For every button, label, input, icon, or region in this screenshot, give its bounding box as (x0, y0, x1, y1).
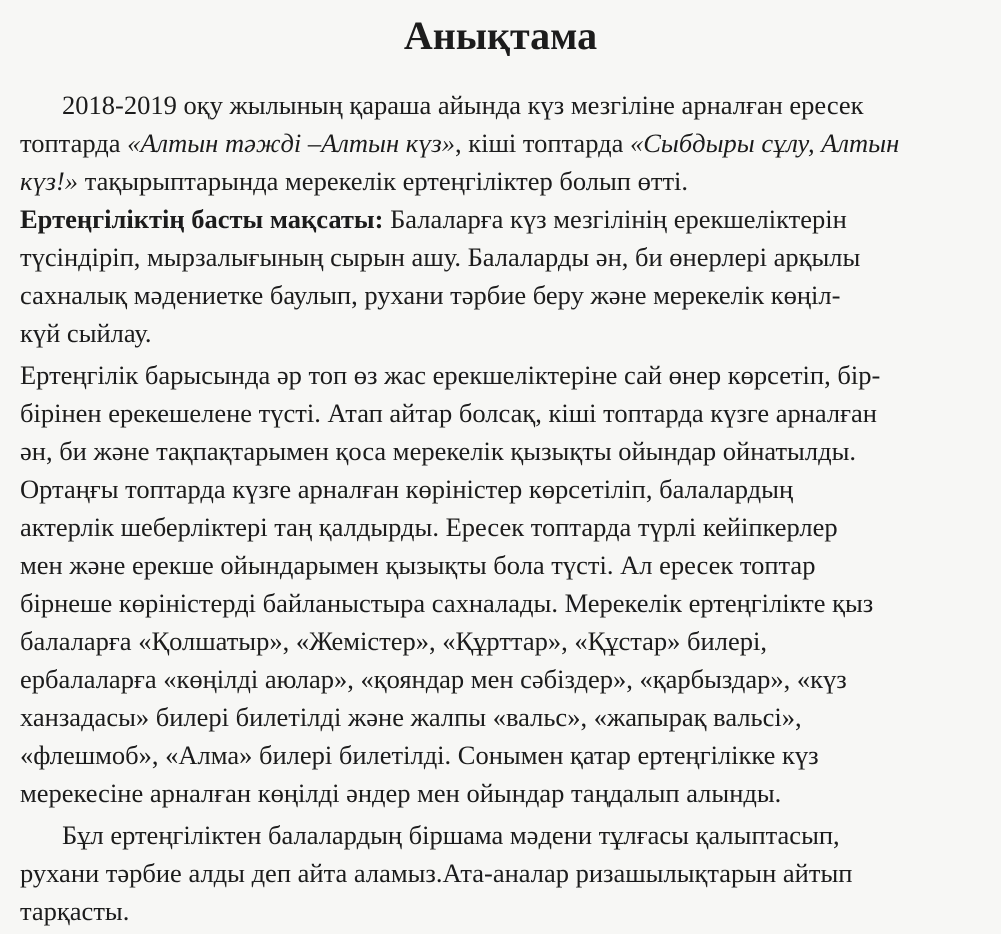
paragraph-1-line-2 (20, 124, 899, 162)
paragraph-2-line-2: түсіндіріп, мырзалығының сырын ашу. Балаларды ән, би өнерлері арқылы (20, 242, 861, 272)
paragraph-2-line-4: күй сыйлау. (20, 318, 152, 348)
paragraph-3-line: актерлік шеберліктері таң қалдырды. Ересек топтарда түрлі кейіпкерлер (20, 512, 838, 542)
paragraph-3-line: «флешмоб», «Алма» билері билетілді. Сонымен қатар ертеңгілікке күз (20, 740, 819, 770)
paragraph-3-line: Ортаңғы топтарда күзге арналған көріністер көрсетіліп, балалардың (20, 474, 794, 504)
text-segment: Балаларға күз мезгілінің ерекшеліктерін (383, 204, 847, 234)
paragraph-1-line-3 (20, 162, 688, 200)
paragraph-4-line: Бұл ертеңгіліктен балалардың біршама мәдени тұлғасы қалыптасып, (62, 820, 840, 850)
paragraph-3-line: Ертеңгілік барысында әр топ өз жас ерекшеліктеріне сай өнер көрсетіп, бір- (20, 360, 881, 390)
event-title-senior: «Алтын тәжді –Алтын күз» (127, 128, 455, 158)
text-segment: топтарда (20, 128, 128, 158)
paragraph-1-line-1: 2018-2019 оқу жылының қараша айында күз мезгіліне арналған ересек (62, 90, 864, 120)
paragraph-4-line: рухани тәрбие алды деп айта аламыз.Ата-аналар ризашылықтарын айтып (20, 858, 853, 888)
paragraph-3-line: бірінен ерекешелене түсті. Атап айтар болсақ, кіші топтарда күзге арналған (20, 398, 877, 428)
text-segment: тақырыптарында мерекелік ертеңгіліктер болып өтті. (78, 166, 689, 196)
paragraph-3-line: ербалаларға «көңілді аюлар», «қояндар мен сәбіздер», «қарбыздар», «күз (20, 664, 847, 694)
goal-label: Ертеңгіліктің басты мақсаты: (20, 204, 384, 234)
paragraph-3-line: мерекесіне арналған көңілді әндер мен ойындар таңдалып алынды. (20, 778, 782, 808)
paragraph-2-line-1 (20, 200, 847, 238)
paragraph-3-line: бірнеше көріністерді байланыстыра сахналады. Мерекелік ертеңгілікте қыз (20, 588, 874, 618)
text-segment: , кіші топтарда (454, 128, 630, 158)
paragraph-3-line: ханзадасы» билері билетілді және жалпы «вальс», «жапырақ вальсі», (20, 702, 802, 732)
paragraph-4-line: тарқасты. (20, 896, 130, 926)
paragraph-2-line-3: сахналық мәдениетке баулып, рухани тәрбие беру және мерекелік көңіл- (20, 280, 841, 310)
paragraph-3-line: мен және ерекше ойындарымен қызықты бола түсті. Ал ересек топтар (20, 550, 816, 580)
paragraph-3-line: балаларға «Қолшатыр», «Жемістер», «Құрттар», «Құстар» билері, (20, 626, 767, 656)
paragraph-3-line: ән, би және тақпақтарымен қоса мерекелік қызықты ойындар ойнатылды. (20, 436, 856, 466)
event-title-junior-part1: «Сыбдыры сұлу, Алтын (629, 128, 900, 158)
event-title-junior-part2: күз!» (20, 166, 79, 196)
document-title: Анықтама (403, 13, 598, 58)
